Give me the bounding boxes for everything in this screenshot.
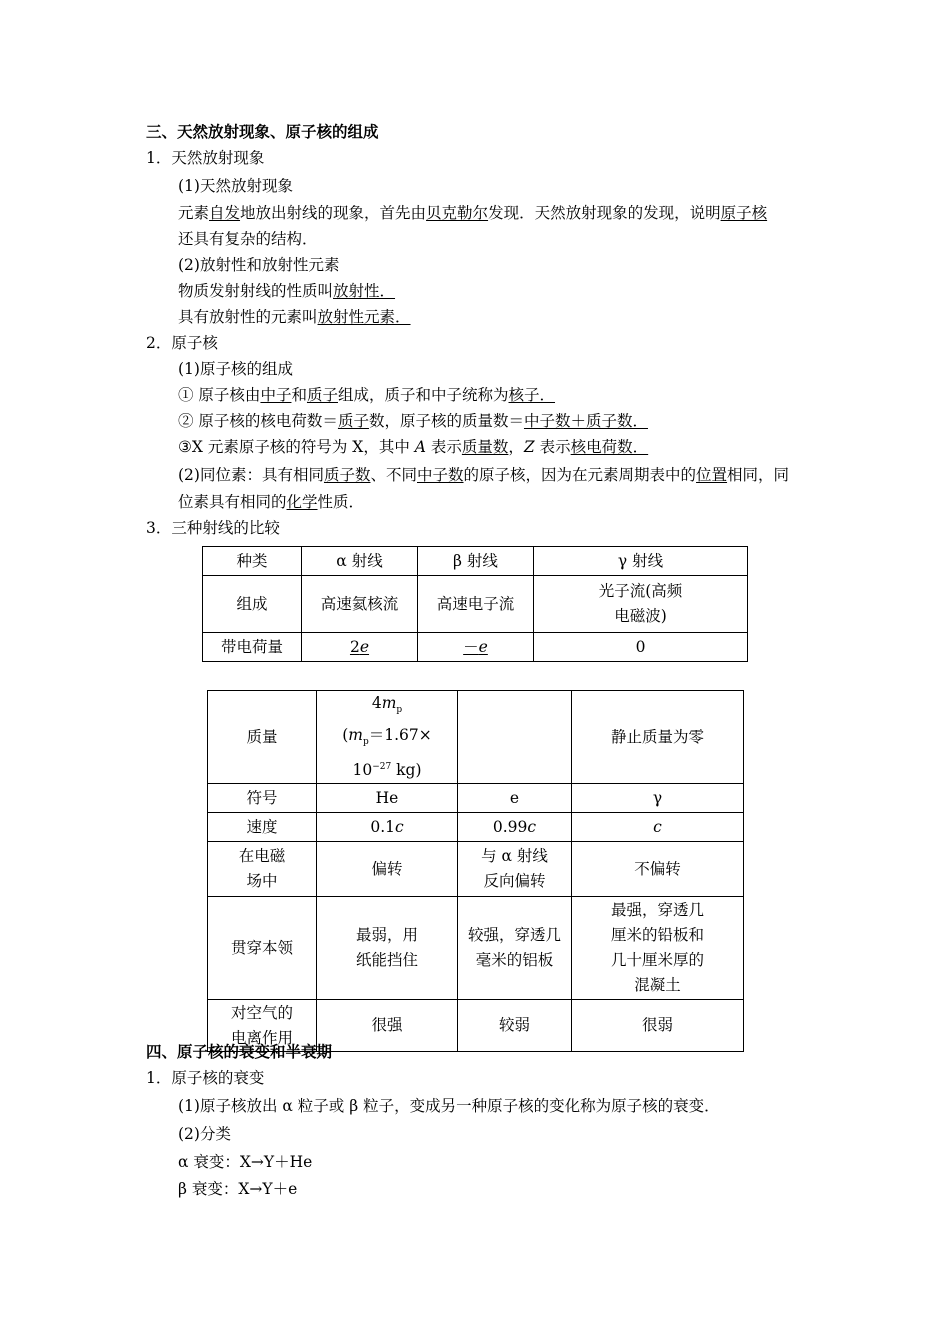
equation-line: α 衰变：X→Y＋He (178, 1153, 313, 1171)
table-cell: 高速电子流 (418, 576, 534, 633)
section-heading: 四、原子核的衰变和半衰期 (146, 1042, 333, 1061)
radiation-table-part1 (202, 546, 748, 662)
answer-blank: 位置 (696, 466, 728, 484)
answer-blank: 质子数 (323, 466, 371, 484)
table-row (203, 547, 748, 576)
table-cell: 速度 (208, 813, 317, 842)
table-row (208, 897, 744, 1000)
table-cell: 很强 (317, 1000, 458, 1052)
table-cell: 组成 (203, 576, 302, 633)
table-cell: 很弱 (572, 1000, 744, 1052)
answer-blank: 核子． (508, 386, 556, 404)
table-cell: γ (572, 784, 744, 813)
answer-blank: 自发 (209, 204, 241, 222)
paragraph-line: (2)同位素：具有相同质子数、不同中子数的原子核，因为在元素周期表中的位置相同，同 (178, 466, 790, 484)
table-row (208, 691, 744, 784)
paragraph-line: (1)原子核放出 α 粒子或 β 粒子，变成另一种原子核的变化称为原子核的衰变． (178, 1097, 720, 1115)
paragraph-line: 物质发射射线的性质叫放射性． (178, 282, 396, 300)
paragraph-line: ① 原子核由中子和质子组成，质子和中子统称为核子． (178, 386, 556, 404)
table-cell: He (317, 784, 458, 813)
answer-blank: 放射性． (333, 282, 396, 300)
table-cell: 0.1c (317, 813, 458, 842)
table-cell (458, 691, 572, 784)
radiation-table-part2 (207, 690, 744, 1052)
answer-blank: 中子数 (417, 466, 464, 484)
table-cell (302, 633, 418, 662)
item-title: (2)放射性和放射性元素 (178, 256, 340, 274)
table-cell: 与 α 射线 反向偏转 (458, 842, 572, 897)
table-cell: 较强，穿透几 毫米的铝板 (458, 897, 572, 1000)
table-cell: 贯穿本领 (208, 897, 317, 1000)
table-row (203, 576, 748, 633)
answer-blank: 贝克勒尔 (426, 204, 489, 222)
answer-blank: 质量数 (461, 438, 509, 456)
table-header-cell: β 射线 (418, 547, 534, 576)
table-cell: 最弱，用 纸能挡住 (317, 897, 458, 1000)
table-cell: 质量 (208, 691, 317, 784)
subsection-title: 2．原子核 (146, 334, 218, 352)
answer-blank: 2e (349, 637, 370, 656)
table-cell: 较弱 (458, 1000, 572, 1052)
paragraph-line: ② 原子核的核电荷数＝质子数，原子核的质量数＝中子数＋质子数． (178, 412, 648, 430)
subsection-title: 1．天然放射现象 (146, 149, 265, 167)
table-cell: 带电荷量 (203, 633, 302, 662)
item-title: (2)分类 (178, 1125, 231, 1143)
table-cell: 0.99c (458, 813, 572, 842)
paragraph-line: 具有放射性的元素叫放射性元素． (178, 308, 411, 326)
table-cell: e (458, 784, 572, 813)
item-title: (1)天然放射现象 (178, 177, 293, 195)
answer-blank: 质子 (337, 412, 369, 430)
paragraph-line: 元素自发地放出射线的现象，首先由贝克勒尔发现．天然放射现象的发现，说明原子核 (178, 204, 768, 222)
paragraph-line: ③X 元素原子核的符号为 X，其中 A 表示质量数，Z 表示核电荷数． (178, 438, 649, 456)
table-cell: 在电磁 场中 (208, 842, 317, 897)
table-cell: 偏转 (317, 842, 458, 897)
answer-blank: 化学 (286, 493, 318, 511)
item-title: (1)原子核的组成 (178, 360, 293, 378)
table-cell: c (572, 813, 744, 842)
table-row (203, 633, 748, 662)
table-cell: 不偏转 (572, 842, 744, 897)
subsection-title: 1．原子核的衰变 (146, 1069, 265, 1087)
table-cell: 高速氦核流 (302, 576, 418, 633)
answer-blank: 原子核 (720, 204, 768, 222)
answer-blank: 核电荷数． (570, 438, 649, 456)
answer-blank: 中子数＋质子数． (523, 412, 648, 430)
section-heading: 三、天然放射现象、原子核的组成 (146, 122, 379, 141)
equation-line: β 衰变：X→Y＋e (178, 1180, 298, 1198)
table-row (208, 842, 744, 897)
answer-blank: －e (463, 637, 488, 656)
paragraph-line: 还具有复杂的结构． (178, 230, 318, 248)
paragraph-line: 位素具有相同的化学性质． (178, 493, 365, 511)
answer-blank: 放射性元素． (317, 308, 411, 326)
table-cell: 静止质量为零 (572, 691, 744, 784)
table-cell: 最强，穿透几 厘米的铅板和 几十厘米厚的 混凝土 (572, 897, 744, 1000)
table-cell: 符号 (208, 784, 317, 813)
table-cell: $4m_p$ ($m_p=1.67\times$ $10^{-27}$ kg) (317, 691, 458, 784)
table-header-cell: 种类 (203, 547, 302, 576)
answer-blank: 质子 (306, 386, 338, 404)
table-row (208, 813, 744, 842)
table-header-cell: γ 射线 (534, 547, 748, 576)
answer-blank: 中子 (260, 386, 292, 404)
table-header-cell: α 射线 (302, 547, 418, 576)
table-cell (418, 633, 534, 662)
subsection-title: 3．三种射线的比较 (146, 519, 280, 537)
table-row (208, 784, 744, 813)
table-cell: 光子流(高频 电磁波) (534, 576, 748, 633)
table-cell: 0 (534, 633, 748, 662)
table-cell: 对空气的 电离作用 (208, 1000, 317, 1052)
